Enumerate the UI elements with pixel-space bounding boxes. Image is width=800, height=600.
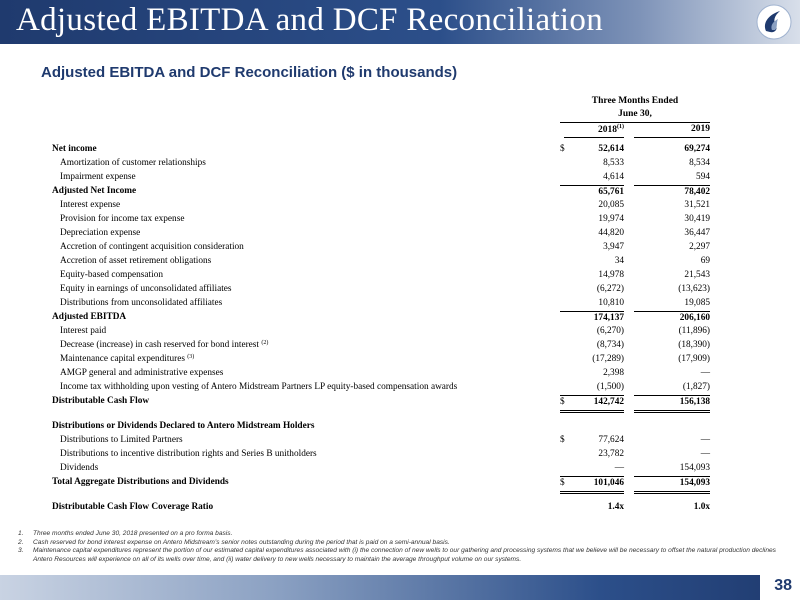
table-row — [52, 241, 710, 255]
value-2019: 21,543 — [684, 270, 710, 280]
dollar-sign: $ — [560, 144, 565, 154]
value-2019: 156,138 — [634, 395, 710, 413]
value-2018: 65,761 — [564, 185, 624, 200]
table-row — [52, 311, 710, 325]
period-header: Three Months Ended — [591, 96, 679, 106]
row-label: Net income — [52, 144, 97, 154]
row-label: Adjusted Net Income — [52, 186, 137, 196]
value-2018: 10,810 — [598, 298, 624, 308]
table-row — [52, 448, 710, 462]
footnote: 2. Cash reserved for bond interest expense on Antero Midstream’s senior notes outstanding during the period that is paid on a semi-annual basis. — [18, 538, 450, 546]
table-row — [52, 157, 710, 171]
slide-title: Adjusted EBITDA and DCF Reconciliation — [16, 2, 603, 38]
value-2019: 19,085 — [684, 298, 710, 308]
value-2018: (1,500) — [596, 382, 624, 392]
value-2018: 23,782 — [598, 449, 624, 459]
row-label: Total Aggregate Distributions and Dividends — [52, 477, 229, 487]
row-label: Distributable Cash Flow Coverage Ratio — [52, 502, 214, 512]
value-2019: (1,827) — [682, 382, 710, 392]
row-label: Distributions or Dividends Declared to Antero Midstream Holders — [52, 421, 315, 431]
row-label: Adjusted EBITDA — [52, 312, 127, 322]
value-2019: — — [700, 435, 710, 445]
footnote: 1. Three months ended June 30, 2018 presented on a pro forma basis. — [18, 530, 233, 537]
value-2019: 31,521 — [684, 200, 710, 210]
value-2019: 69,274 — [684, 144, 710, 154]
row-label: Equity in earnings of unconsolidated affiliates — [60, 284, 232, 294]
row-label: Maintenance capital expenditures $^{(3)}$ — [60, 354, 195, 364]
value-2019: 206,160 — [634, 311, 710, 326]
row-label: Equity-based compensation — [60, 270, 164, 280]
value-2019: — — [700, 368, 710, 378]
row-label: Distributions to Limited Partners — [60, 435, 183, 445]
flame-logo-icon — [756, 4, 792, 40]
table-row — [52, 283, 710, 297]
value-2018: 8,533 — [603, 158, 624, 168]
value-2018: 19,974 — [598, 214, 624, 224]
value-2019: (11,896) — [678, 326, 710, 336]
value-2019: 36,447 — [684, 228, 710, 238]
table-row — [52, 395, 710, 409]
value-2019: 154,093 — [634, 476, 710, 494]
table-row — [52, 199, 710, 213]
value-2018: (8,734) — [596, 340, 624, 350]
column-rule-2019 — [634, 137, 710, 138]
row-label: Impairment expense — [60, 172, 136, 182]
table-row — [52, 269, 710, 283]
table-heading: Adjusted EBITDA and DCF Reconciliation ($ in thousands) — [41, 64, 458, 81]
table-row — [52, 434, 710, 448]
value-2018: 174,137 — [564, 311, 624, 326]
header-rule — [560, 122, 710, 123]
footnotes — [18, 530, 788, 564]
value-2019: (17,909) — [678, 354, 710, 364]
page-number: 38 — [774, 577, 792, 594]
dollar-sign: $ — [560, 395, 570, 413]
value-2019: (13,623) — [678, 284, 710, 294]
table-row — [52, 185, 710, 199]
table-row — [52, 213, 710, 227]
row-label: Provision for income tax expense — [60, 214, 185, 224]
value-2019: 30,419 — [684, 214, 710, 224]
table-row — [52, 143, 710, 157]
row-label: Amortization of customer relationships — [60, 158, 206, 168]
value-2019: 1.0x — [693, 502, 710, 512]
value-2019: 78,402 — [634, 185, 710, 200]
table-row — [52, 325, 710, 339]
value-2018: 20,085 — [598, 200, 624, 210]
value-2018: 101,046 — [564, 476, 624, 494]
table-row — [52, 227, 710, 241]
column-header-2019: 2019 — [691, 124, 710, 134]
row-label: AMGP general and administrative expenses — [60, 368, 224, 378]
table-row — [52, 171, 710, 185]
value-2019: 8,534 — [689, 158, 710, 168]
value-2019: 69 — [700, 256, 710, 266]
row-label: Interest expense — [60, 200, 121, 210]
row-label: Distributable Cash Flow — [52, 396, 150, 406]
table-row — [52, 420, 710, 434]
row-label: Distributions to incentive distribution rights and Series B unitholders — [60, 449, 317, 459]
value-2019: 154,093 — [679, 463, 710, 473]
value-2018: 44,820 — [598, 228, 624, 238]
value-2018: 52,614 — [598, 144, 624, 154]
value-2018: — — [614, 463, 624, 473]
value-2018: (17,289) — [592, 354, 624, 364]
value-2019: — — [700, 449, 710, 459]
slide-footer-bar — [0, 575, 800, 600]
row-label: Accretion of contingent acquisition consideration — [60, 242, 244, 252]
column-header-2018: 2018$^{(1)}$ — [598, 124, 624, 136]
period-date-header: June 30, — [618, 109, 652, 119]
value-2018: (6,272) — [596, 284, 624, 294]
footnote: 3. Maintenance capital expenditures represent the portion of our estimated capital expenditures associated with (i) the connection of new wells to our gathering and processing systems that we believe will be necessary to offset the natural production declines Antero Resources will experience on all of its wells over time, and (ii) water delivery to new wells necessary to maintain the average throughput volume on our systems. — [18, 547, 776, 563]
table-row — [52, 367, 710, 381]
table-row — [52, 353, 710, 367]
dollar-sign: $ — [560, 476, 570, 494]
value-2019: 594 — [696, 172, 710, 182]
value-2018: 142,742 — [564, 395, 624, 413]
value-2018: 4,614 — [603, 172, 624, 182]
table-row — [52, 501, 710, 515]
row-label: Distributions from unconsolidated affiliates — [60, 298, 223, 308]
table-row — [52, 462, 710, 476]
table-row — [52, 297, 710, 311]
value-2018: 77,624 — [598, 435, 624, 445]
value-2018: (6,270) — [596, 326, 624, 336]
row-label: Interest paid — [60, 326, 107, 336]
row-label: Income tax withholding upon vesting of Antero Midstream Partners LP equity-based compensation awards — [60, 382, 458, 392]
value-2018: 34 — [614, 256, 624, 266]
row-label: Depreciation expense — [60, 228, 141, 238]
value-2018: 2,398 — [603, 368, 624, 378]
slide-header — [0, 0, 800, 44]
table-row — [52, 476, 710, 490]
value-2019: 2,297 — [689, 242, 710, 252]
value-2018: 14,978 — [598, 270, 624, 280]
dollar-sign: $ — [560, 435, 565, 445]
row-label: Dividends — [60, 463, 99, 473]
value-2018: 3,947 — [603, 242, 624, 252]
column-rule-2018 — [564, 137, 624, 138]
table-row — [52, 255, 710, 269]
row-label: Accretion of asset retirement obligations — [60, 256, 212, 266]
table-row — [52, 381, 710, 395]
row-label: Decrease (increase) in cash reserved for bond interest $^{(2)}$ — [60, 340, 269, 350]
value-2019: (18,390) — [678, 340, 710, 350]
table-row — [52, 339, 710, 353]
value-2018: 1.4x — [607, 502, 624, 512]
